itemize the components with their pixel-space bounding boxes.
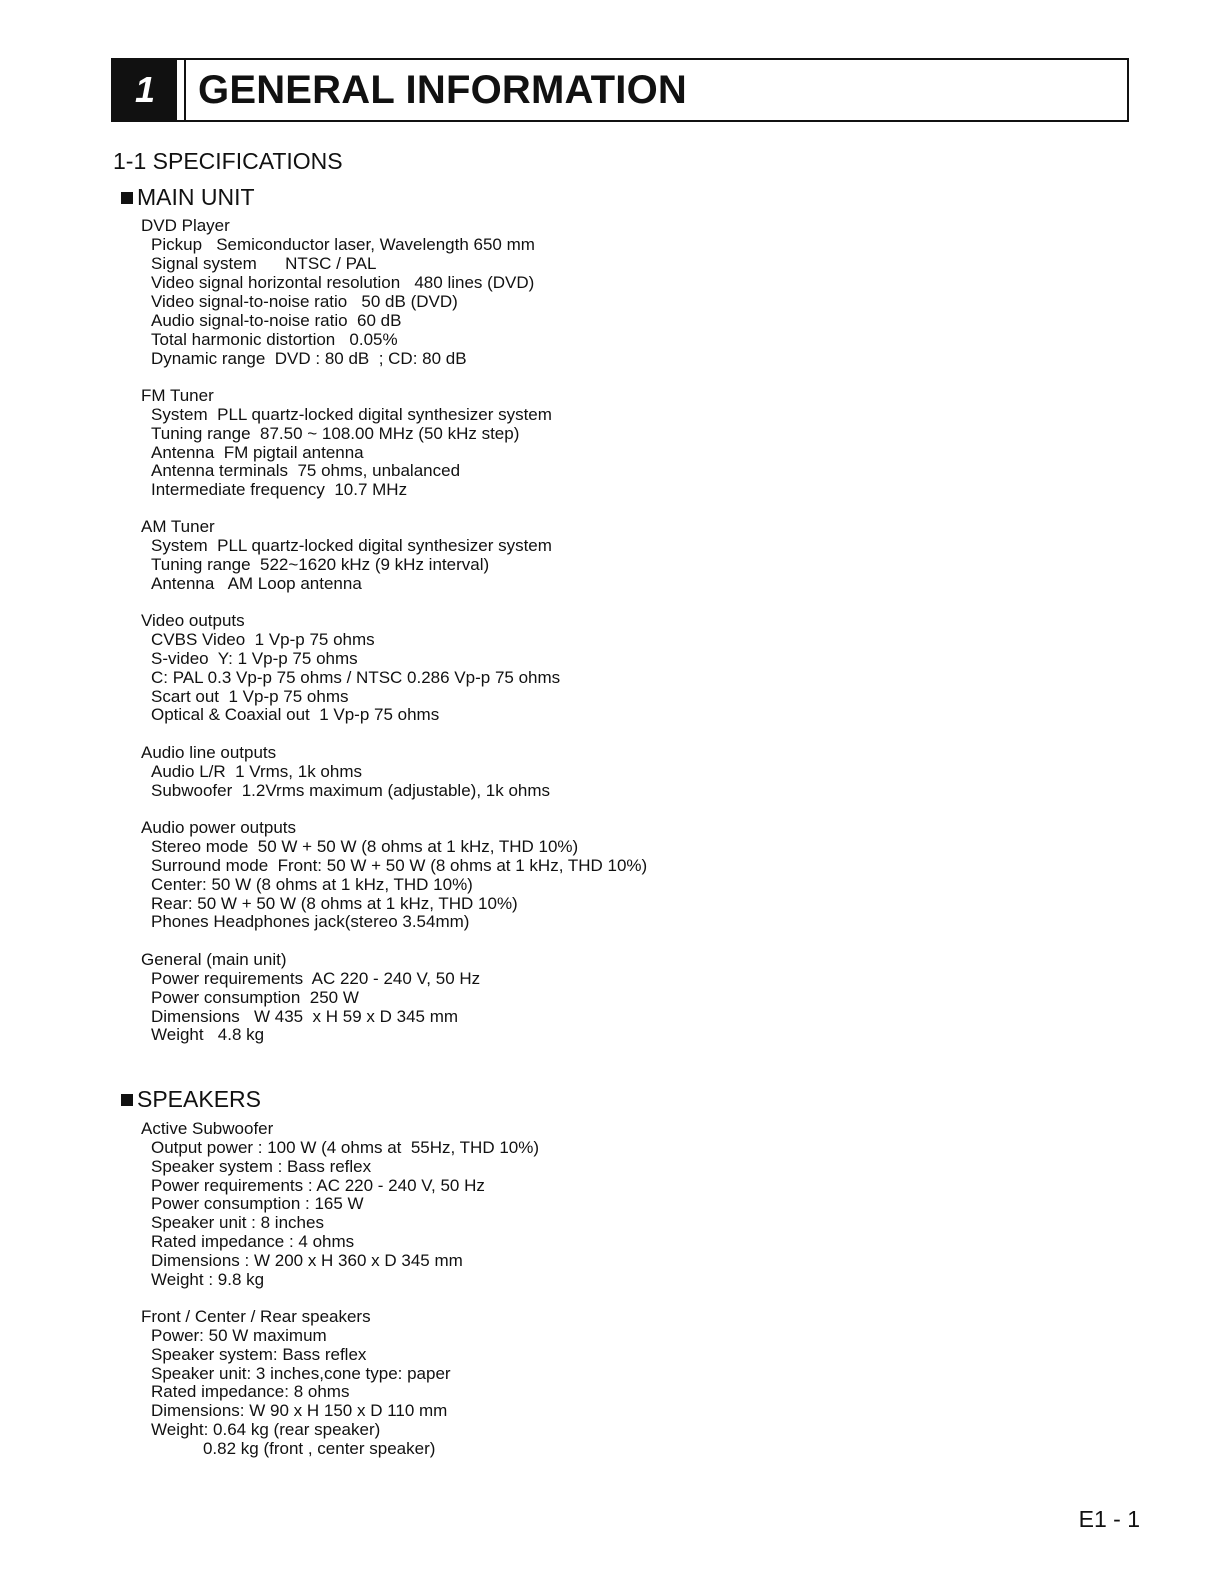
spec-group-label: Audio line outputs — [141, 743, 277, 762]
spec-line: Antenna FM pigtail antenna — [151, 443, 364, 462]
spec-line: Total harmonic distortion 0.05% — [151, 330, 398, 349]
square-bullet-icon — [121, 192, 133, 204]
spec-line: Dynamic range DVD : 80 dB ; CD: 80 dB — [151, 349, 467, 368]
spec-line: Center: 50 W (8 ohms at 1 kHz, THD 10%) — [151, 875, 473, 894]
spec-line: Power requirements : AC 220 - 240 V, 50 Hz — [151, 1176, 485, 1195]
spec-line: Optical & Coaxial out 1 Vp-p 75 ohms — [151, 705, 440, 724]
spec-line: C: PAL 0.3 Vp-p 75 ohms / NTSC 0.286 Vp-p 75 ohms — [151, 668, 561, 687]
spec-line: Weight 4.8 kg — [151, 1025, 265, 1044]
spec-group-label: DVD Player — [141, 216, 230, 235]
spec-line: Power consumption : 165 W — [151, 1194, 364, 1213]
main-unit-heading-text: MAIN UNIT — [137, 184, 255, 210]
spec-line: 0.82 kg (front , center speaker) — [151, 1439, 436, 1458]
chapter-header — [111, 58, 1129, 122]
spec-line: Audio L/R 1 Vrms, 1k ohms — [151, 762, 363, 781]
spec-line: Signal system NTSC / PAL — [151, 254, 377, 273]
spec-line: CVBS Video 1 Vp-p 75 ohms — [151, 630, 375, 649]
chapter-title: GENERAL INFORMATION — [198, 67, 687, 112]
spec-group-label: AM Tuner — [141, 517, 215, 536]
spec-line: S-video Y: 1 Vp-p 75 ohms — [151, 649, 358, 668]
spec-line: Power requirements AC 220 - 240 V, 50 Hz — [151, 969, 481, 988]
spec-line: Rated impedance : 4 ohms — [151, 1232, 355, 1251]
section-title: 1-1 SPECIFICATIONS — [113, 148, 343, 174]
spec-line: Pickup Semiconductor laser, Wavelength 650 mm — [151, 235, 535, 254]
spec-line: Weight: 0.64 kg (rear speaker) — [151, 1420, 381, 1439]
spec-group-label: FM Tuner — [141, 386, 214, 405]
spec-group-label: Front / Center / Rear speakers — [141, 1307, 371, 1326]
spec-line: Power: 50 W maximum — [151, 1326, 327, 1345]
chapter-divider — [177, 60, 186, 120]
spec-line: Antenna terminals 75 ohms, unbalanced — [151, 461, 461, 480]
square-bullet-icon — [121, 1094, 133, 1106]
spec-line: Antenna AM Loop antenna — [151, 574, 362, 593]
spec-line: Power consumption 250 W — [151, 988, 359, 1007]
spec-line: Stereo mode 50 W + 50 W (8 ohms at 1 kHz, THD 10%) — [151, 837, 579, 856]
speakers-heading-text: SPEAKERS — [137, 1086, 261, 1112]
chapter-number: 1 — [113, 60, 177, 120]
spec-line: Scart out 1 Vp-p 75 ohms — [151, 687, 349, 706]
spec-group-label: Active Subwoofer — [141, 1119, 274, 1138]
spec-group-label: General (main unit) — [141, 950, 287, 969]
spec-group-label: Audio power outputs — [141, 818, 296, 837]
spec-line: Subwoofer 1.2Vrms maximum (adjustable), 1k ohms — [151, 781, 551, 800]
spec-line: Speaker system: Bass reflex — [151, 1345, 367, 1364]
spec-line: Tuning range 522~1620 kHz (9 kHz interval) — [151, 555, 490, 574]
spec-line: Speaker unit : 8 inches — [151, 1213, 324, 1232]
spec-line: Speaker unit: 3 inches,cone type: paper — [151, 1364, 451, 1383]
main-unit-heading — [121, 184, 255, 211]
spec-line: Tuning range 87.50 ~ 108.00 MHz (50 kHz step) — [151, 424, 520, 443]
speakers-heading — [121, 1086, 261, 1113]
spec-line: Rated impedance: 8 ohms — [151, 1382, 350, 1401]
spec-line: Video signal horizontal resolution 480 lines (DVD) — [151, 273, 535, 292]
spec-line: Weight : 9.8 kg — [151, 1270, 265, 1289]
spec-line: System PLL quartz-locked digital synthesizer system — [151, 405, 552, 424]
spec-line: Dimensions : W 200 x H 360 x D 345 mm — [151, 1251, 463, 1270]
spec-line: Output power : 100 W (4 ohms at 55Hz, THD 10%) — [151, 1138, 540, 1157]
spec-line: Speaker system : Bass reflex — [151, 1157, 372, 1176]
spec-line: Video signal-to-noise ratio 50 dB (DVD) — [151, 292, 458, 311]
spec-line: Intermediate frequency 10.7 MHz — [151, 480, 408, 499]
spec-line: Audio signal-to-noise ratio 60 dB — [151, 311, 402, 330]
spec-line: Phones Headphones jack(stereo 3.54mm) — [151, 912, 470, 931]
spec-line: Dimensions W 435 x H 59 x D 345 mm — [151, 1007, 459, 1026]
page-number: E1 - 1 — [1078, 1506, 1140, 1532]
spec-line: Dimensions: W 90 x H 150 x D 110 mm — [151, 1401, 448, 1420]
spec-group-label: Video outputs — [141, 611, 245, 630]
spec-line: Surround mode Front: 50 W + 50 W (8 ohms at 1 kHz, THD 10%) — [151, 856, 648, 875]
spec-line: Rear: 50 W + 50 W (8 ohms at 1 kHz, THD 10%) — [151, 894, 518, 913]
spec-line: System PLL quartz-locked digital synthesizer system — [151, 536, 552, 555]
